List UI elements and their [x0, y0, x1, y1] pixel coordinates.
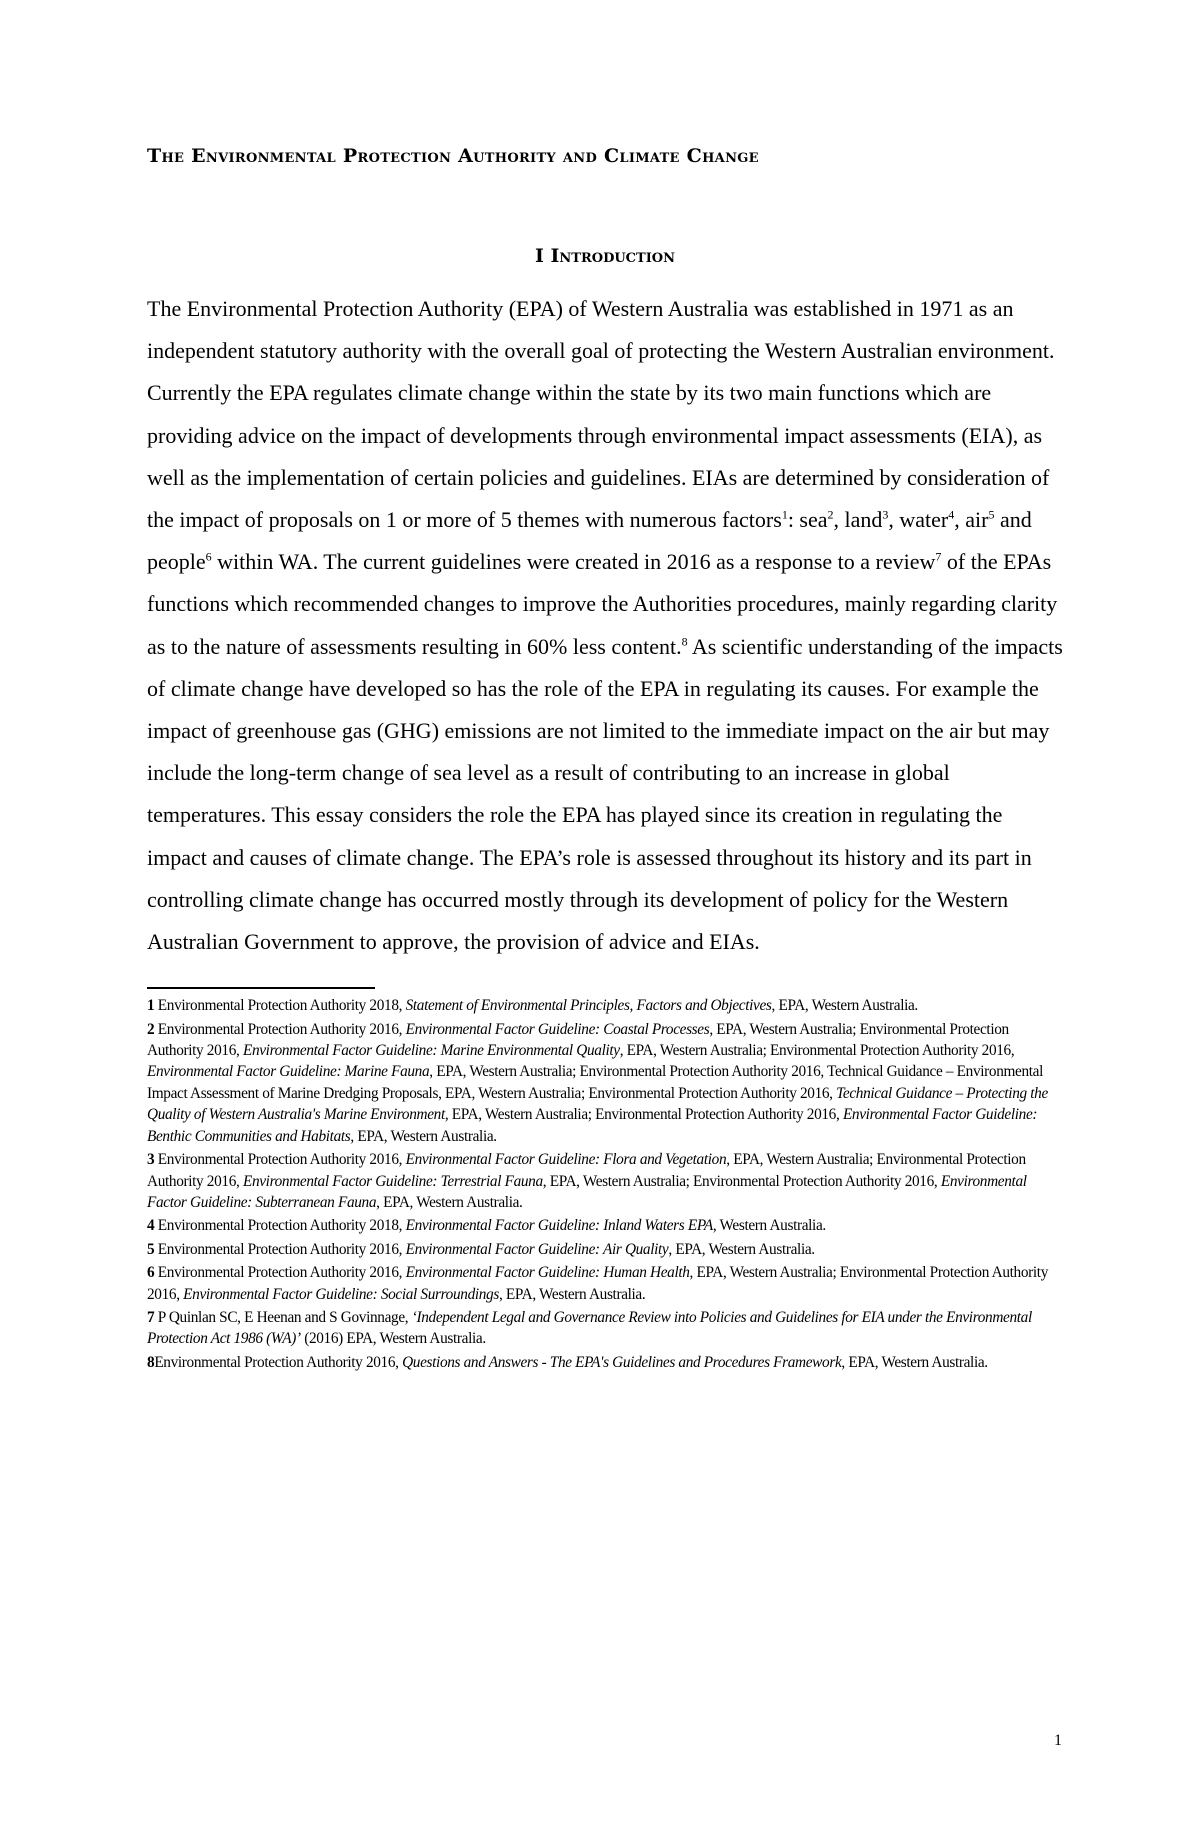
- body-text-run: : sea: [787, 507, 828, 533]
- footnote-text: , EPA, Western Australia; Environmental Protection Authority 2016,: [619, 1042, 1015, 1060]
- footnote-number: 3: [147, 1151, 155, 1169]
- footnote-reference[interactable]: 3: [882, 507, 889, 522]
- footnote-item: [147, 1149, 1063, 1213]
- body-text-run: , water: [888, 507, 949, 533]
- body-text-run: The Environmental Protection Authority (EPA) of Western Australia was established in 1971 as an independent statutory authority with the overall goal of protecting the Western Australian environment. Currently the EPA regulates climate change within the state by its two main functions which are providing advice on the impact of developments through environmental impact assessments (EIA), as well as the implementation of certain policies and guidelines. EIAs are determined by consideration of the impact of proposals on 1 or more of 5 themes with numerous factors: [147, 296, 1055, 533]
- footnote-number: 4: [147, 1217, 155, 1235]
- footnote-text: (2016) EPA, Western Australia.: [300, 1330, 486, 1348]
- footnote-citation-title: Environmental Factor Guideline: Coastal Processes: [405, 1020, 710, 1038]
- footnote-citation-title: Environmental Factor Guideline: Flora and Vegetation: [405, 1151, 727, 1169]
- footnote-citation-title: Environmental Factor Guideline: Benthic Communities and Habitats: [147, 1106, 1038, 1145]
- footnote-citation-title: ‘Independent Legal and Governance Review into Policies and Guidelines for EIA under the Environmental Protection Act 1986 (WA)’: [147, 1308, 1032, 1348]
- footnote-number: 5: [147, 1240, 155, 1258]
- footnote-citation-title: Environmental Factor Guideline: Subterranean Fauna: [147, 1172, 1027, 1211]
- footnote-text: , EPA, Western Australia.: [771, 997, 918, 1015]
- footnote-citation-title: Statement of Environmental Principles, Factors and Objectives: [405, 997, 772, 1015]
- body-text-run: As scientific understanding of the impacts of climate change have developed so has the role of the EPA in regulating its causes. For example the impact of greenhouse gas (GHG) emissions are not limited to the immediate impact on the air but may include the long-term change of sea level as a result of contributing to an increase in global temperatures. This essay considers the role the EPA has played since its creation in regulating the impact and causes of climate change. The EPA’s role is assessed throughout its history and its part in controlling climate change has occurred mostly through its development of policy for the Western Australian Government to approve, the provision of advice and EIAs.: [147, 633, 1063, 955]
- footnote-item: [147, 1019, 1063, 1147]
- footnote-text: Environmental Protection Authority 2016,: [154, 1264, 406, 1282]
- footnote-citation-title: Environmental Factor Guideline: Marine Fauna: [147, 1063, 430, 1081]
- footnote-text: Environmental Protection Authority 2016,: [154, 1353, 403, 1371]
- footnote-text: , EPA, Western Australia; Environmental Protection Authority 2016,: [542, 1172, 941, 1190]
- introduction-paragraph: [147, 288, 1063, 963]
- body-text-run: and people: [147, 507, 1032, 575]
- body-text-run: of the EPAs functions which recommended changes to improve the Authorities procedures, mainly regarding clarity as to the nature of assessments resulting in 60% less content.: [147, 549, 1058, 659]
- footnote-text: , EPA, Western Australia.: [376, 1193, 523, 1211]
- footnote-reference[interactable]: 5: [988, 507, 995, 522]
- footnote-citation-title: Questions and Answers - The EPA's Guidelines and Procedures Framework: [402, 1353, 842, 1371]
- footnotes-list: [147, 995, 1063, 1373]
- footnote-reference[interactable]: 1: [781, 507, 788, 522]
- page-number: 1: [1054, 1732, 1062, 1749]
- footnote-text: Environmental Protection Authority 2016,: [154, 1020, 406, 1038]
- footnote-citation-title: Environmental Factor Guideline: Terrestrial Fauna: [242, 1172, 543, 1190]
- footnote-item: [147, 995, 1063, 1016]
- footnote-number: 1: [147, 997, 155, 1015]
- footnote-item: [147, 1239, 1063, 1260]
- footnote-item: [147, 1215, 1063, 1236]
- footnote-text: , EPA, Western Australia; Environmental Protection Authority 2016,: [147, 1151, 1026, 1190]
- footnote-citation-title: Environmental Factor Guideline: Marine Environmental Quality: [242, 1042, 620, 1060]
- footnote-text: Environmental Protection Authority 2018,: [154, 1217, 406, 1235]
- footnote-text: , EPA, Western Australia; Environmental Protection Authority 2016,: [147, 1020, 1009, 1060]
- footnote-separator: [147, 987, 375, 989]
- footnote-item: [147, 1262, 1063, 1305]
- footnote-text: , EPA, Western Australia; Environmental Protection Authority 2016, Technical Guidance – Environmental Impact Assessment of Marine Dredging Proposals, EPA, Western Australia; Environmental Protection Authority 2016,: [147, 1063, 1044, 1102]
- footnote-text: , EPA, Western Australia.: [350, 1127, 497, 1145]
- footnote-text: Environmental Protection Authority 2016,: [154, 1240, 406, 1258]
- footnote-text: , EPA, Western Australia.: [668, 1240, 815, 1258]
- footnote-text: , EPA, Western Australia.: [841, 1353, 988, 1371]
- footnote-reference[interactable]: 6: [205, 549, 212, 564]
- footnote-item: [147, 1352, 1063, 1373]
- section-heading: I Introduction: [535, 245, 675, 267]
- footnote-citation-title: Technical Guidance – Protecting the Quality of Western Australia's Marine Environment: [147, 1084, 1048, 1124]
- footnote-reference[interactable]: 8: [681, 634, 688, 649]
- footnote-reference[interactable]: 2: [827, 507, 834, 522]
- footnote-text: Environmental Protection Authority 2016,: [154, 1151, 406, 1169]
- footnote-number: 8: [147, 1353, 155, 1371]
- body-text-run: , land: [833, 507, 883, 533]
- footnote-text: , EPA, Western Australia; Environmental Protection Authority 2016,: [444, 1106, 843, 1124]
- footnote-citation-title: Environmental Factor Guideline: Human Health: [405, 1264, 690, 1282]
- footnote-text: P Quinlan SC, E Heenan and S Govinnage,: [154, 1308, 412, 1326]
- footnote-text: , EPA, Western Australia; Environmental Protection Authority 2016,: [147, 1264, 1048, 1303]
- footnote-item: [147, 1307, 1063, 1350]
- footnote-citation-title: Environmental Factor Guideline: Social Surroundings: [183, 1285, 499, 1303]
- body-text-run: within WA. The current guidelines were created in 2016 as a response to a review: [211, 549, 936, 575]
- footnote-citation-title: Environmental Factor Guideline: Air Quality: [405, 1240, 669, 1258]
- footnote-text: Environmental Protection Authority 2018,: [154, 997, 406, 1015]
- document-page: [0, 144, 1200, 1842]
- document-title: The Environmental Protection Authority and Climate Change: [147, 145, 759, 167]
- footnote-text: , EPA, Western Australia.: [498, 1285, 646, 1303]
- footnote-citation-title: Environmental Factor Guideline: Inland Waters EPA: [405, 1217, 713, 1235]
- footnote-number: 2: [147, 1020, 155, 1038]
- body-text-run: , air: [954, 507, 989, 533]
- footnote-text: , Western Australia.: [712, 1217, 826, 1235]
- footnote-number: 7: [147, 1308, 155, 1326]
- footnote-number: 6: [147, 1264, 155, 1282]
- footnote-reference[interactable]: 7: [935, 549, 942, 564]
- footnote-reference[interactable]: 4: [948, 507, 955, 522]
